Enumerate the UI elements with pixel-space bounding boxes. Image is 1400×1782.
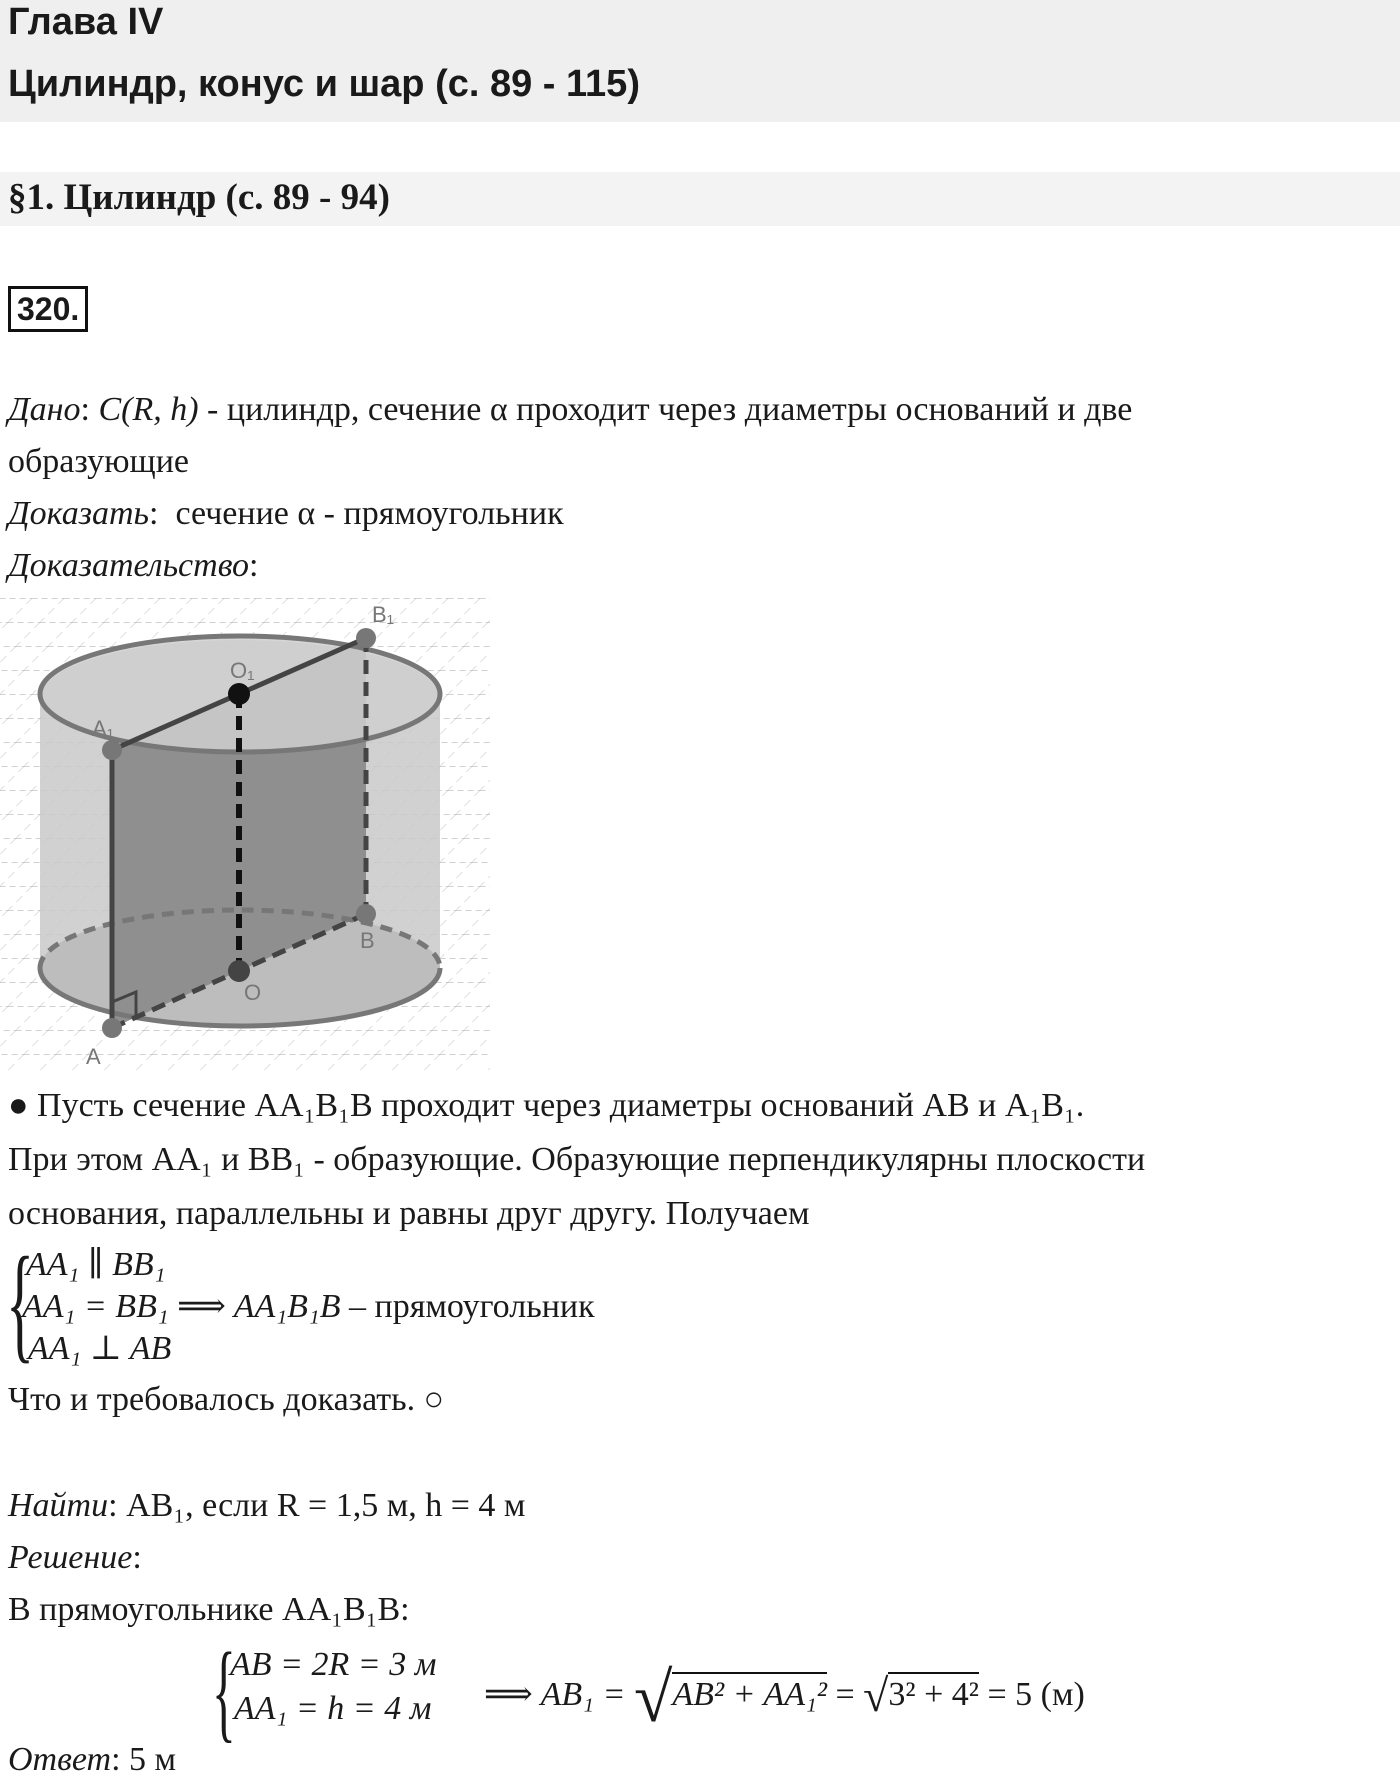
point-b	[356, 904, 376, 924]
chapter-number: Глава IV	[8, 1, 164, 43]
prove-line: Доказать: сечение α - прямоугольник	[8, 495, 564, 532]
label-o1: O₁	[230, 658, 255, 683]
find-line: Найти: AB₁, если R = 1,5 м, h = 4 м	[8, 1487, 526, 1524]
given-label: Дано	[8, 391, 81, 428]
solution-formula: ⟹ AB₁ = √AB² + AA₁² = √3² + 4² = 5 (м)	[484, 1660, 1085, 1737]
solution-heading: Решение:	[8, 1539, 142, 1576]
point-b1	[356, 628, 376, 648]
point-a	[102, 1018, 122, 1038]
proof-line-3: основания, параллельны и равны друг другу. Получаем	[8, 1195, 810, 1232]
radicand-1: AB² + AA₁²	[672, 1672, 827, 1713]
label-o: O	[244, 980, 262, 1005]
cylinder-figure	[0, 598, 490, 1074]
proof-heading: Доказательство:	[8, 547, 259, 584]
find-text: AB₁, если R = 1,5 м, h = 4 м	[126, 1487, 526, 1524]
solution-system-row: AB = 2R = 3 м	[230, 1646, 437, 1683]
point-a1	[102, 740, 122, 760]
given-formula: C(R, h)	[98, 391, 199, 428]
point-o	[228, 960, 250, 982]
radicand-2: 3² + 4²	[888, 1672, 979, 1713]
find-label: Найти	[8, 1487, 109, 1524]
chapter-title: Цилиндр, конус и шар (с. 89 - 115)	[8, 63, 640, 105]
solution-result: = 5 (м)	[978, 1676, 1085, 1713]
label-b: B	[360, 928, 375, 953]
given-line: Дано: C(R, h) - цилиндр, сечение α проходит через диаметры оснований и две	[8, 391, 1133, 428]
section-title: §1. Цилиндр (с. 89 - 94)	[8, 177, 390, 218]
solution-system-brace: {	[212, 1630, 236, 1752]
prove-text: сечение α - прямоугольник	[158, 495, 564, 532]
solution-label: Решение	[8, 1539, 133, 1576]
answer-line: Ответ: 5 м	[8, 1741, 177, 1778]
solution-system-row: AA₁ = h = 4 м	[234, 1690, 432, 1727]
proof-system-row: AA₁ ⊥ AB	[28, 1330, 172, 1367]
solution-implies: ⟹ AB₁ =	[484, 1676, 634, 1713]
proof-label: Доказательство	[8, 547, 250, 584]
proof-system-row: AA₁ ∥ BB₁	[26, 1246, 166, 1283]
answer-text: 5 м	[120, 1741, 177, 1778]
label-a: A	[86, 1044, 101, 1069]
proof-conclusion: Что и требовалось доказать. ○	[8, 1381, 445, 1418]
solution-intro: В прямоугольнике AA₁B₁B:	[8, 1591, 410, 1628]
given-line-2: образующие	[8, 443, 189, 480]
point-o1	[228, 683, 250, 705]
proof-line-2: При этом AA₁ и BB₁ - образующие. Образующие перпендикулярны плоскости	[8, 1141, 1146, 1178]
prove-label: Доказать	[8, 495, 149, 532]
given-text: - цилиндр, сечение α проходит через диаметры оснований и две	[198, 391, 1133, 428]
answer-label: Ответ	[8, 1741, 112, 1778]
proof-system-brace: {	[6, 1231, 35, 1375]
label-b1: B₁	[372, 602, 395, 627]
task-number: 320.	[8, 286, 88, 332]
label-a1: A₁	[92, 716, 115, 741]
proof-line-1: ● Пусть сечение AA₁B₁B проходит через диаметры оснований AB и A₁B₁.	[8, 1087, 1085, 1124]
sqrt-icon: √	[633, 1660, 673, 1737]
proof-system-row: AA₁ = BB₁ ⟹ AA₁B₁B – прямоугольник	[22, 1288, 595, 1325]
sqrt-icon: √	[863, 1670, 889, 1721]
